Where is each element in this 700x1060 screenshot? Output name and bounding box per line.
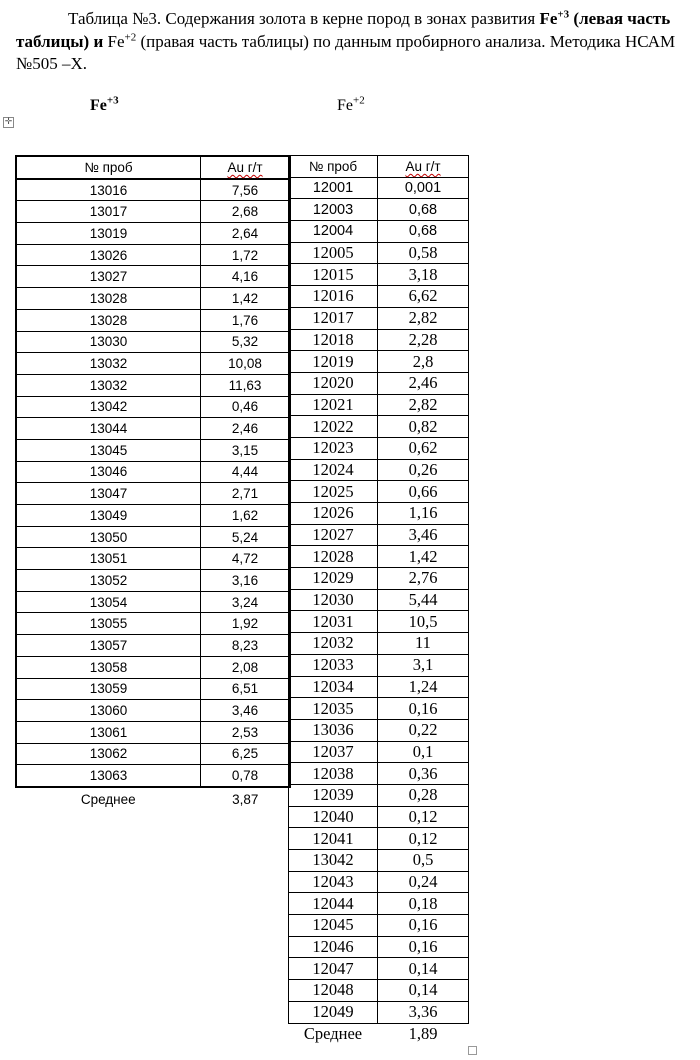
sample-number-cell: 12035 bbox=[289, 698, 378, 720]
au-value-cell: 1,16 bbox=[378, 503, 469, 525]
table-row bbox=[16, 721, 290, 743]
table-row bbox=[16, 548, 290, 570]
sample-number-cell: 13050 bbox=[16, 526, 201, 548]
sample-number-cell: 13047 bbox=[16, 483, 201, 505]
table-row bbox=[289, 1001, 469, 1023]
au-value-cell: 5,44 bbox=[378, 589, 469, 611]
table-row bbox=[16, 309, 290, 331]
sample-number-cell: 13042 bbox=[289, 850, 378, 872]
caption-fe2: $Fe^{+2}$ bbox=[107, 30, 137, 51]
table-row bbox=[16, 505, 290, 527]
sample-number-cell: 13030 bbox=[16, 331, 201, 353]
table-row bbox=[289, 437, 469, 459]
sample-number-cell: 12025 bbox=[289, 481, 378, 503]
au-value-cell: 2,53 bbox=[201, 721, 291, 743]
sample-number-cell: 13026 bbox=[16, 244, 201, 266]
au-value-cell: 0,82 bbox=[378, 416, 469, 438]
table-row bbox=[289, 503, 469, 525]
table-row bbox=[16, 526, 290, 548]
table-row bbox=[289, 568, 469, 590]
sample-number-cell: 12003 bbox=[289, 199, 378, 221]
au-value-cell: 3,16 bbox=[201, 570, 291, 592]
caption-fe3: $Fe^{+3}$ (левая часть таблицы) и bbox=[16, 8, 671, 51]
au-value-cell: 0,5 bbox=[378, 850, 469, 872]
table-resize-handle[interactable] bbox=[468, 1046, 477, 1055]
table-row bbox=[16, 483, 290, 505]
au-value-cell: 5,24 bbox=[201, 526, 291, 548]
sample-number-cell: 13042 bbox=[16, 396, 201, 418]
au-value-cell: 3,18 bbox=[378, 264, 469, 286]
sample-number-cell: 12021 bbox=[289, 394, 378, 416]
table-row bbox=[289, 676, 469, 698]
sample-number-cell: 12040 bbox=[289, 806, 378, 828]
sample-number-cell: 12047 bbox=[289, 958, 378, 980]
au-value-cell: 0,68 bbox=[378, 221, 469, 243]
caption-text-2: (левая часть таблицы) и bbox=[16, 9, 671, 51]
sample-number-cell: 12016 bbox=[289, 286, 378, 308]
table-row bbox=[16, 613, 290, 635]
sample-number-cell: 12022 bbox=[289, 416, 378, 438]
au-value-cell: 0,12 bbox=[378, 828, 469, 850]
table-row bbox=[16, 244, 290, 266]
table-row bbox=[16, 223, 290, 245]
average-label: Среднее bbox=[80, 792, 136, 808]
au-value-cell: 11,63 bbox=[201, 374, 291, 396]
table-row bbox=[289, 221, 469, 243]
au-value-cell: 2,64 bbox=[201, 223, 291, 245]
sample-number-cell: 12024 bbox=[289, 459, 378, 481]
au-value-cell: 0,58 bbox=[378, 242, 469, 264]
sample-number-cell: 12043 bbox=[289, 871, 378, 893]
table-row bbox=[289, 546, 469, 568]
table-row bbox=[289, 958, 469, 980]
au-value-cell: 0,24 bbox=[378, 871, 469, 893]
column-header-sample-no: № проб bbox=[16, 156, 201, 179]
table-row bbox=[289, 329, 469, 351]
sample-number-cell: 12020 bbox=[289, 372, 378, 394]
sample-number-cell: 13061 bbox=[16, 721, 201, 743]
table-row bbox=[289, 286, 469, 308]
sample-number-cell: 13028 bbox=[16, 288, 201, 310]
sample-number-cell: 12029 bbox=[289, 568, 378, 590]
table-row bbox=[289, 980, 469, 1002]
au-value-cell: 2,46 bbox=[201, 418, 291, 440]
sample-number-cell: 13016 bbox=[16, 179, 201, 201]
table-row bbox=[289, 459, 469, 481]
table-row bbox=[289, 199, 469, 221]
sample-number-cell: 13051 bbox=[16, 548, 201, 570]
table-row bbox=[289, 307, 469, 329]
sample-number-cell: 13063 bbox=[16, 765, 201, 787]
au-value-cell: 0,18 bbox=[378, 893, 469, 915]
table-row bbox=[16, 656, 290, 678]
au-value-cell: 1,72 bbox=[201, 244, 291, 266]
left-table-fe3 bbox=[15, 155, 291, 812]
au-value-cell: 0,36 bbox=[378, 763, 469, 785]
header-label: Au г/т bbox=[405, 158, 441, 174]
au-value-cell: 0,62 bbox=[378, 437, 469, 459]
sample-number-cell: 12034 bbox=[289, 676, 378, 698]
au-value-cell: 0,001 bbox=[378, 177, 469, 199]
table-row bbox=[289, 893, 469, 915]
sample-number-cell: 12019 bbox=[289, 351, 378, 373]
au-value-cell: 10,5 bbox=[378, 611, 469, 633]
table-row bbox=[289, 351, 469, 373]
sample-number-cell: 13060 bbox=[16, 700, 201, 722]
au-value-cell: 4,44 bbox=[201, 461, 291, 483]
table-row bbox=[16, 635, 290, 657]
table-row bbox=[289, 698, 469, 720]
table-row bbox=[289, 264, 469, 286]
au-value-cell: 11 bbox=[378, 633, 469, 655]
sample-number-cell: 12017 bbox=[289, 307, 378, 329]
table-row bbox=[289, 719, 469, 741]
sample-number-cell: 13028 bbox=[16, 309, 201, 331]
sample-number-cell: 13036 bbox=[289, 719, 378, 741]
sample-number-cell: 13027 bbox=[16, 266, 201, 288]
table-row bbox=[289, 524, 469, 546]
average-row bbox=[16, 787, 290, 812]
sample-number-cell: 12044 bbox=[289, 893, 378, 915]
au-value-cell: 0,16 bbox=[378, 936, 469, 958]
sample-number-cell: 13019 bbox=[16, 223, 201, 245]
table-header-row bbox=[289, 156, 469, 178]
sample-number-cell: 13058 bbox=[16, 656, 201, 678]
au-value-cell: 0,14 bbox=[378, 980, 469, 1002]
sample-number-cell: 12048 bbox=[289, 980, 378, 1002]
table-row bbox=[16, 396, 290, 418]
au-value-cell: 3,46 bbox=[201, 700, 291, 722]
table-row bbox=[289, 828, 469, 850]
au-value-cell: 0,66 bbox=[378, 481, 469, 503]
sample-number-cell: 12005 bbox=[289, 242, 378, 264]
table-row bbox=[289, 394, 469, 416]
left-column-heading: $Fe^{+3}$ bbox=[90, 94, 119, 114]
column-header-au bbox=[378, 156, 469, 178]
average-value: 3,87 bbox=[232, 792, 259, 808]
au-value-cell: 10,08 bbox=[201, 353, 291, 375]
sample-number-cell: 12032 bbox=[289, 633, 378, 655]
table-row bbox=[289, 177, 469, 199]
sample-number-cell: 12039 bbox=[289, 784, 378, 806]
table-row bbox=[289, 416, 469, 438]
column-header-sample-no: № проб bbox=[289, 156, 378, 178]
au-value-cell: 6,51 bbox=[201, 678, 291, 700]
sample-number-cell: 12026 bbox=[289, 503, 378, 525]
au-value-cell: 1,42 bbox=[378, 546, 469, 568]
au-value-cell: 0,22 bbox=[378, 719, 469, 741]
sample-number-cell: 12041 bbox=[289, 828, 378, 850]
table-row bbox=[16, 266, 290, 288]
sample-number-cell: 13049 bbox=[16, 505, 201, 527]
au-value-cell: 0,78 bbox=[201, 765, 291, 787]
sample-number-cell: 13055 bbox=[16, 613, 201, 635]
au-value-cell: 2,76 bbox=[378, 568, 469, 590]
au-value-cell: 0,26 bbox=[378, 459, 469, 481]
sample-number-cell: 12033 bbox=[289, 654, 378, 676]
table-row bbox=[16, 591, 290, 613]
sample-number-cell: 12031 bbox=[289, 611, 378, 633]
table-row bbox=[16, 179, 290, 201]
au-value-cell: 0,16 bbox=[378, 915, 469, 937]
au-value-cell: 1,42 bbox=[201, 288, 291, 310]
sample-number-cell: 13052 bbox=[16, 570, 201, 592]
sample-number-cell: 13032 bbox=[16, 374, 201, 396]
au-value-cell: 6,62 bbox=[378, 286, 469, 308]
au-value-cell: 1,62 bbox=[201, 505, 291, 527]
right-column-heading: $Fe^{+2}$ bbox=[337, 94, 365, 114]
table-row bbox=[289, 741, 469, 763]
au-value-cell: 3,46 bbox=[378, 524, 469, 546]
au-value-cell: 0,28 bbox=[378, 784, 469, 806]
average-row bbox=[289, 1023, 469, 1044]
sample-number-cell: 12030 bbox=[289, 589, 378, 611]
table-row bbox=[289, 936, 469, 958]
sample-number-cell: 13044 bbox=[16, 418, 201, 440]
sample-number-cell: 13045 bbox=[16, 439, 201, 461]
sample-number-cell: 12015 bbox=[289, 264, 378, 286]
average-value: 1,89 bbox=[408, 1023, 438, 1043]
au-value-cell: 2,08 bbox=[201, 656, 291, 678]
table-row bbox=[16, 288, 290, 310]
sample-number-cell: 12023 bbox=[289, 437, 378, 459]
sample-number-cell: 12045 bbox=[289, 915, 378, 937]
au-value-cell: 1,24 bbox=[378, 676, 469, 698]
table-row bbox=[289, 871, 469, 893]
table-row bbox=[16, 418, 290, 440]
au-value-cell: 2,46 bbox=[378, 372, 469, 394]
table-row bbox=[289, 372, 469, 394]
table-row bbox=[16, 439, 290, 461]
table-row bbox=[16, 765, 290, 787]
sample-number-cell: 12027 bbox=[289, 524, 378, 546]
au-value-cell: 3,36 bbox=[378, 1001, 469, 1023]
sample-number-cell: 12038 bbox=[289, 763, 378, 785]
sample-number-cell: 13062 bbox=[16, 743, 201, 765]
column-header-au bbox=[201, 156, 291, 179]
au-value-cell: 2,82 bbox=[378, 394, 469, 416]
sample-number-cell: 13046 bbox=[16, 461, 201, 483]
au-value-cell: 4,72 bbox=[201, 548, 291, 570]
table-row bbox=[289, 763, 469, 785]
table-header-row bbox=[16, 156, 290, 179]
au-value-cell: 4,16 bbox=[201, 266, 291, 288]
sample-number-cell: 12018 bbox=[289, 329, 378, 351]
au-value-cell: 1,76 bbox=[201, 309, 291, 331]
table-row bbox=[16, 700, 290, 722]
au-value-cell: 1,92 bbox=[201, 613, 291, 635]
table-row bbox=[16, 678, 290, 700]
right-table-fe2 bbox=[288, 155, 469, 1044]
table-row bbox=[16, 374, 290, 396]
table-row bbox=[289, 806, 469, 828]
au-value-cell: 3,1 bbox=[378, 654, 469, 676]
au-value-cell: 7,56 bbox=[201, 179, 291, 201]
table-row bbox=[16, 743, 290, 765]
au-value-cell: 6,25 bbox=[201, 743, 291, 765]
au-value-cell: 2,71 bbox=[201, 483, 291, 505]
table-row bbox=[289, 242, 469, 264]
sample-number-cell: 13057 bbox=[16, 635, 201, 657]
au-value-cell: 2,68 bbox=[201, 201, 291, 223]
sample-number-cell: 13017 bbox=[16, 201, 201, 223]
table-row bbox=[16, 353, 290, 375]
sample-number-cell: 12049 bbox=[289, 1001, 378, 1023]
sample-number-cell: 13032 bbox=[16, 353, 201, 375]
table-row bbox=[289, 633, 469, 655]
sample-number-cell: 12046 bbox=[289, 936, 378, 958]
table-caption bbox=[16, 8, 696, 76]
table-row bbox=[289, 589, 469, 611]
au-value-cell: 0,1 bbox=[378, 741, 469, 763]
caption-text-1: Таблица №3. Содержания золота в керне пород в зонах развития bbox=[68, 9, 540, 28]
au-value-cell: 0,68 bbox=[378, 199, 469, 221]
au-value-cell: 0,12 bbox=[378, 806, 469, 828]
table-row bbox=[289, 654, 469, 676]
table-row bbox=[289, 611, 469, 633]
table-row bbox=[289, 481, 469, 503]
au-value-cell: 3,24 bbox=[201, 591, 291, 613]
au-value-cell: 8,23 bbox=[201, 635, 291, 657]
au-value-cell: 0,14 bbox=[378, 958, 469, 980]
table-row bbox=[16, 331, 290, 353]
sample-number-cell: 13054 bbox=[16, 591, 201, 613]
table-row bbox=[289, 784, 469, 806]
table-row bbox=[16, 570, 290, 592]
sample-number-cell: 12004 bbox=[289, 221, 378, 243]
table-row bbox=[16, 201, 290, 223]
au-value-cell: 3,15 bbox=[201, 439, 291, 461]
caption-text-3: (правая часть таблицы) по данным пробирного анализа. Методика НСАМ №505 –Х. bbox=[16, 31, 676, 73]
au-value-cell: 2,8 bbox=[378, 351, 469, 373]
table-row bbox=[289, 850, 469, 872]
au-value-cell: 2,28 bbox=[378, 329, 469, 351]
au-value-cell: 0,46 bbox=[201, 396, 291, 418]
sample-number-cell: 13059 bbox=[16, 678, 201, 700]
au-value-cell: 5,32 bbox=[201, 331, 291, 353]
au-value-cell: 2,82 bbox=[378, 307, 469, 329]
average-label: Среднее bbox=[303, 1023, 363, 1043]
sample-number-cell: 12001 bbox=[289, 177, 378, 199]
table-row bbox=[16, 461, 290, 483]
table-row bbox=[289, 915, 469, 937]
sample-number-cell: 12028 bbox=[289, 546, 378, 568]
au-value-cell: 0,16 bbox=[378, 698, 469, 720]
header-label: Au г/т bbox=[227, 159, 263, 175]
sample-number-cell: 12037 bbox=[289, 741, 378, 763]
move-cross-icon[interactable]: ✛ bbox=[4, 117, 13, 127]
